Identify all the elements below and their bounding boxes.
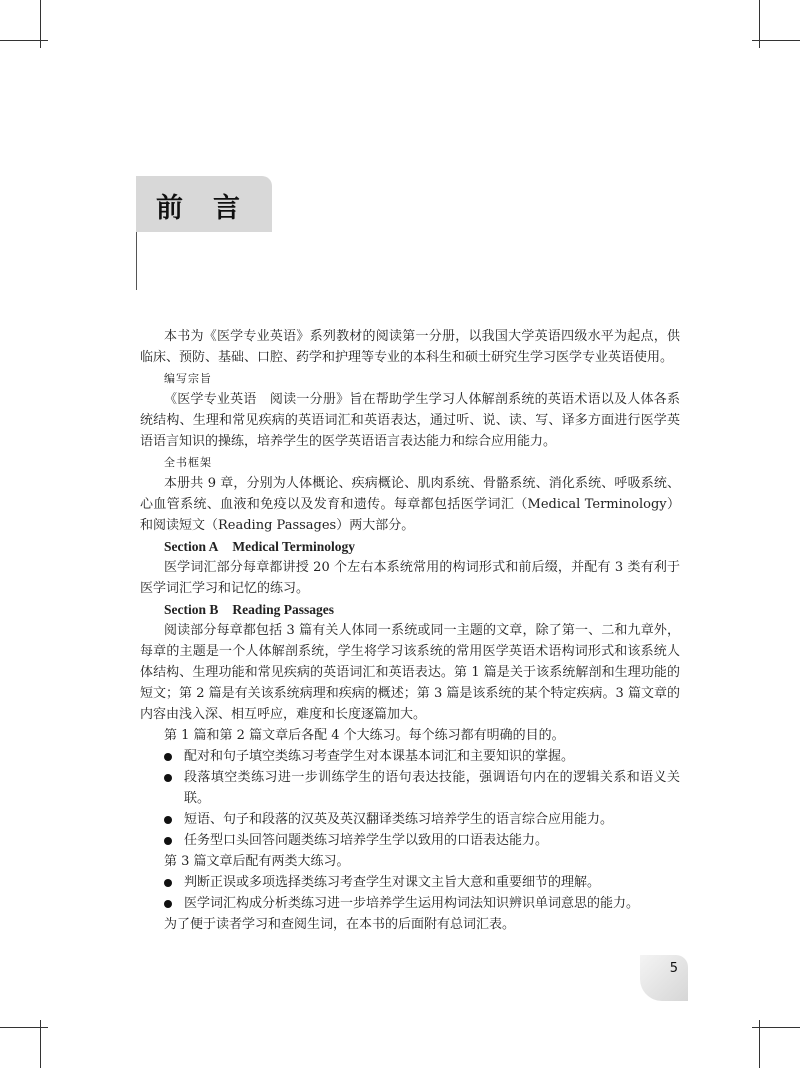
section-b-label: Section B [164,602,219,617]
list-item: 任务型口头回答问题类练习培养学生学以致用的口语表达能力。 [140,830,680,851]
heading-framework: 全书框架 [164,456,212,469]
preface-body [140,326,680,935]
section-b-title: Reading Passages [232,602,335,617]
section-a-title: Medical Terminology [232,539,356,554]
list-item: 段落填空类练习进一步训练学生的语句表达技能，强调语句内在的逻辑关系和语义关联。 [140,767,680,809]
bullet-icon [164,837,172,845]
page-number-tab [640,955,688,1001]
section-a-paragraph: 医学词汇部分每章都讲授 20 个左右本系统常用的构词形式和前后缀，并配有 3 类有利于医学词汇学习和记忆的练习。 [140,560,680,596]
exercises-12-intro: 第 1 篇和第 2 篇文章后各配 4 个大练习。每个练习都有明确的目的。 [164,728,565,743]
exercises-3-intro: 第 3 篇文章后配有两类大练习。 [164,854,350,869]
page-number: 5 [669,961,678,976]
framework-paragraph: 本册共 9 章，分别为人体概论、疾病概论、肌肉系统、骨骼系统、消化系统、呼吸系统、心血管系统、血液和免疫以及发育和遗传。每章都包括医学词汇（Medical Terminology）和阅读短文（Reading Passages）两大部分。 [140,476,680,533]
page-title: 前言 [156,193,270,224]
purpose-paragraph: 《医学专业英语 阅读一分册》旨在帮助学生学习人体解剖系统的英语术语以及人体各系统结构、生理和常见疾病的英语词汇和英语表达，通过听、说、读、写、译多方面进行医学英语语言知识的操练，培养学生的医学英语语言表达能力和综合应用能力。 [140,392,680,449]
section-b-paragraph: 阅读部分每章都包括 3 篇有关人体同一系统或同一主题的文章，除了第一、二和九章外，每章的主题是一个人体解剖系统，学生将学习该系统的常用医学英语术语构词形式和该系统人体结构、生理功能和常见疾病的英语词汇和英语表达。第 1 篇是关于该系统解剖和生理功能的短文；第 2 篇是有关该系统病理和疾病的概述；第 3 篇是该系统的某个特定疾病。3 篇文章的内容由浅入深、相互呼应，难度和长度逐篇加大。 [140,623,680,722]
list-item: 配对和句子填空类练习考查学生对本课基本词汇和主要知识的掌握。 [140,746,680,767]
bullet-icon [164,816,172,824]
list-item: 短语、句子和段落的汉英及英汉翻译类练习培养学生的语言综合应用能力。 [140,809,680,830]
crop-mark [0,1027,48,1028]
intro-paragraph: 本书为《医学专业英语》系列教材的阅读第一分册，以我国大学英语四级水平为起点，供临床、预防、基础、口腔、药学和护理等专业的本科生和硕士研究生学习医学专业英语使用。 [140,329,680,365]
bullet-icon [164,900,172,908]
section-a-label: Section A [164,539,219,554]
glossary-note: 为了便于读者学习和查阅生词，在本书的后面附有总词汇表。 [164,917,516,932]
list-item: 医学词汇构成分析类练习进一步培养学生运用构词法知识辨识单词意思的能力。 [140,893,680,914]
bullet-icon [164,774,172,782]
crop-mark [0,40,48,41]
section-b-heading [164,599,680,620]
crop-mark [752,40,800,41]
title-rule [136,232,137,290]
section-a-heading [164,536,680,557]
bullet-icon [164,753,172,761]
list-item: 判断正误或多项选择类练习考查学生对课文主旨大意和重要细节的理解。 [140,872,680,893]
crop-mark [752,1027,800,1028]
heading-purpose: 编写宗旨 [164,372,212,385]
bullet-icon [164,879,172,887]
